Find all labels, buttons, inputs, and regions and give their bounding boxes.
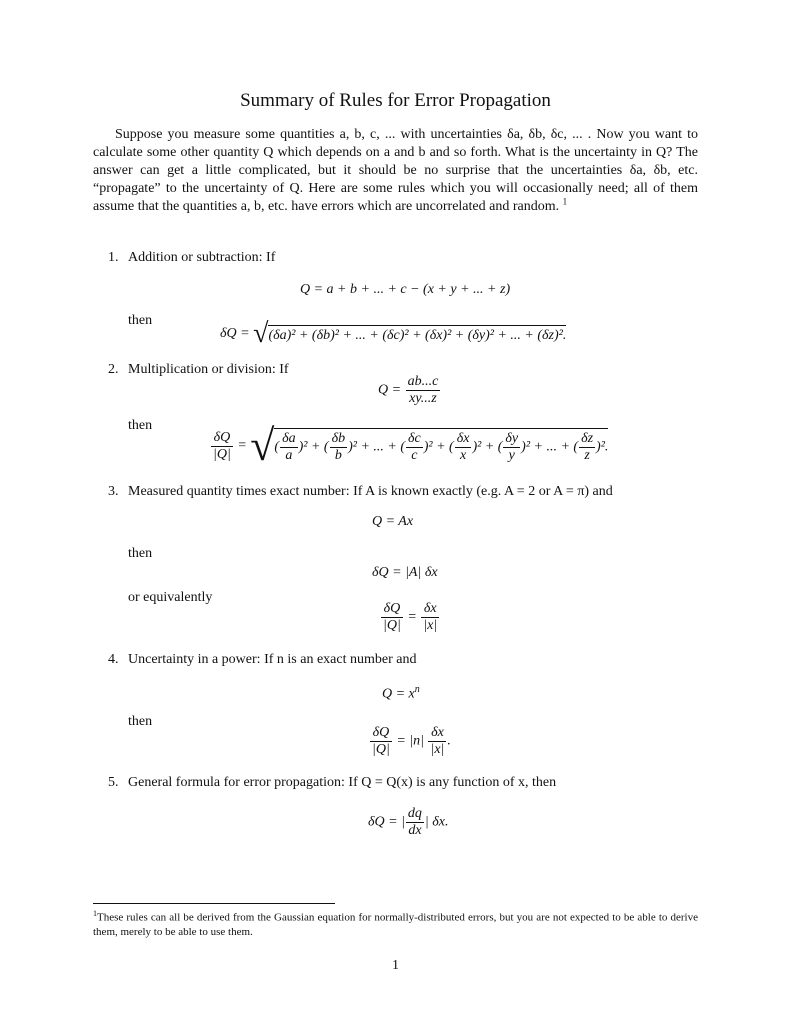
footnote-divider [93, 903, 335, 904]
footnote-text: These rules can all be derived from the Gaussian equation for normally-distributed errors, but you are not expected to be able to derive them, merely to be able to use them. [93, 911, 698, 938]
footnote-marker: 1 [93, 909, 97, 918]
page-number: 1 [392, 958, 399, 973]
page-title: Summary of Rules for Error Propagation [240, 90, 551, 111]
rule-3-equation: Q = Ax [372, 514, 414, 529]
rule-3-result: δQ = |A| δx [372, 565, 438, 580]
rule-1-heading: 1. Addition or subtraction: If [108, 250, 276, 265]
rule-2-then: then [128, 418, 153, 433]
footnote-reference: 1 [562, 196, 568, 207]
rule-3-or-equivalently: or equivalently [128, 590, 213, 605]
rule-4-result: $\frac{\delta Q}{|Q|}$ = |n| $\frac{\delta x}{|x|}$ . [372, 725, 451, 757]
rule-3-then: then [128, 546, 153, 561]
rule-1-then: then [128, 313, 153, 328]
rule-5-heading: 5. General formula for error propagation: If Q = Q(x) is any function of x, then [108, 775, 557, 790]
rule-3-equivalent: $\frac{\delta Q}{|Q|}$ = $\frac{\delta x}{|x|}$ [383, 601, 438, 633]
rule-5-equation: δQ = | $\frac{dq}{dx}$ | δx. [368, 806, 449, 838]
rule-4-then: then [128, 714, 153, 729]
intro-paragraph [93, 126, 698, 216]
intro-text: Suppose you measure some quantities a, b, c, ... with uncertainties δa, δb, δc, ... . Now you want to calculate some other quantity Q which depends on a and b and so forth. What is the uncertainty in Q? The answer can get a little complicated, but it should be no surprise that the uncertainties δa, δb, etc. “propagate” to the uncertainty of Q. Here are some rules which you will occasionally need; all of them assume that the quantities a, b, etc. have errors which are uncorrelated and random. [93, 127, 698, 214]
rule-2-sum: ( $\frac{\delta a}{a}$ )² + ( $\frac{\delta b}{b}$ )² + ... + ( $\frac{\delta c}{c}$ )² + ( $\frac{\delta x}{x}$ )² + ( $\frac{\delta y}{y}$ )² + ... + ( $\frac{\delta z}{z}$ )². [274, 428, 608, 464]
rule-2-heading: 2. Multiplication or division: If [108, 362, 289, 377]
rule-4-heading: 4. Uncertainty in a power: If n is an exact number and [108, 652, 417, 667]
rule-2-result: $\frac{\delta Q}{|Q|}$ = √( $\frac{\delta a}{a}$ )² + ( $\frac{\delta b}{b}$ )² + ... + ( $\frac{\delta c}{c}$ )² + ( $\frac{\delta x}{x}$ )² + ( $\frac{\delta y}{y}$ )² + ... + ( $\frac{\delta z}{z}$ )². [213, 421, 609, 470]
footnote [93, 907, 698, 939]
rule-1-equation: Q = a + b + ... + c − (x + y + ... + z) [300, 282, 511, 297]
rule-2-equation: Q = $\frac{ab...c}{xy...z}$ [378, 374, 439, 406]
rule-4-equation: $Q = x^n$ [382, 684, 420, 702]
rule-3-heading: 3. Measured quantity times exact number: If A is known exactly (e.g. A = 2 or A = π) and [108, 484, 613, 499]
rule-1-result: δQ = √(δa)² + (δb)² + ... + (δc)² + (δx)² + (δy)² + ... + (δz)². [220, 318, 567, 349]
